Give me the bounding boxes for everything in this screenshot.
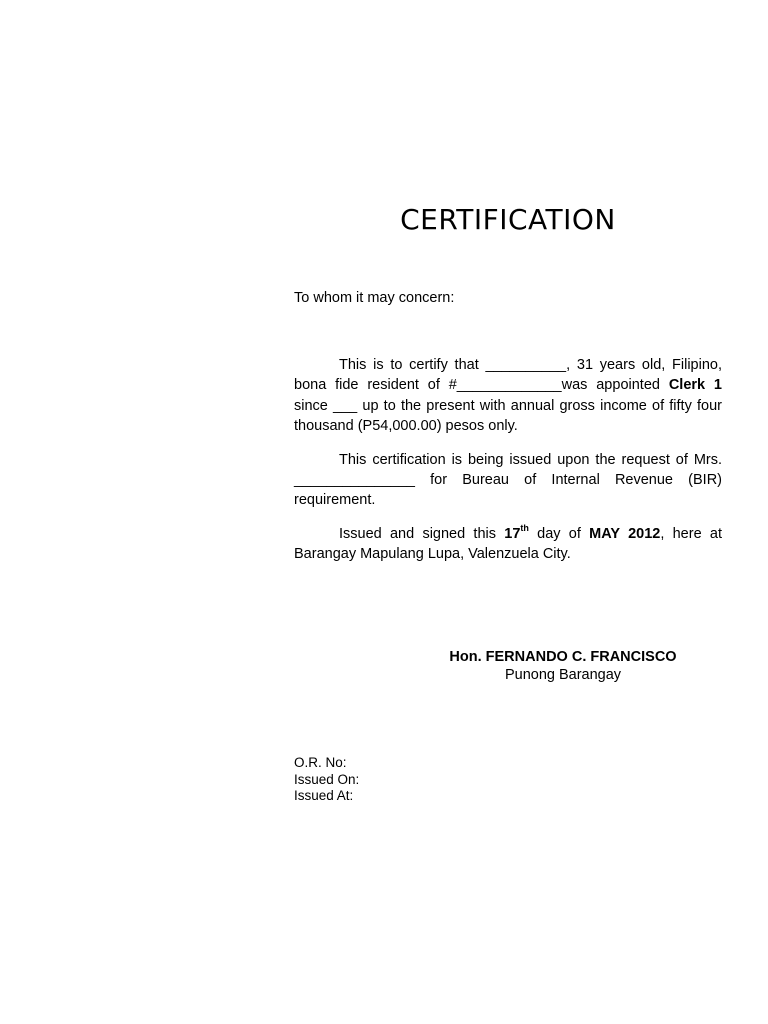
document-body: [294, 355, 722, 578]
signatory-block: [404, 648, 722, 684]
salutation: To whom it may concern:: [294, 290, 455, 306]
position-title: Clerk 1: [668, 377, 722, 394]
issued-at-label: Issued At:: [294, 788, 354, 803]
issue-month-year: MAY 2012: [589, 525, 661, 542]
paragraph-issued: [294, 524, 722, 565]
paragraph-certify-text-2: since ___ up to the present with annual gross income of fifty four thousand (P54,000.00) pesos only.: [294, 397, 722, 435]
signatory-name: Hon. FERNANDO C. FRANCISCO: [449, 649, 677, 665]
paragraph-certify-text-1: This is to certify that __________, 31 years old, Filipino, bona fide resident of #_____________was appointed: [294, 357, 722, 394]
signatory-title: Punong Barangay: [504, 667, 622, 683]
receipt-info: [294, 755, 594, 805]
document-title: CERTIFICATION: [400, 203, 616, 236]
paragraph-certify: [294, 355, 722, 437]
paragraph-issued-text-3: , here at Barangay Mapulang Lupa, Valenzuela City.: [294, 525, 722, 563]
issued-on-label: Issued On:: [294, 771, 360, 787]
paragraph-issued-text-2: day of: [528, 525, 590, 542]
or-number-label: O.R. No:: [294, 755, 347, 770]
paragraph-request: This certification is being issued upon the request of Mrs. _______________ for Bureau of Internal Revenue (BIR) requirement.: [294, 451, 722, 509]
issue-day: 17: [504, 525, 521, 542]
paragraph-issued-text-1: Issued and signed this: [339, 525, 505, 542]
issue-day-suffix: th: [520, 522, 529, 533]
